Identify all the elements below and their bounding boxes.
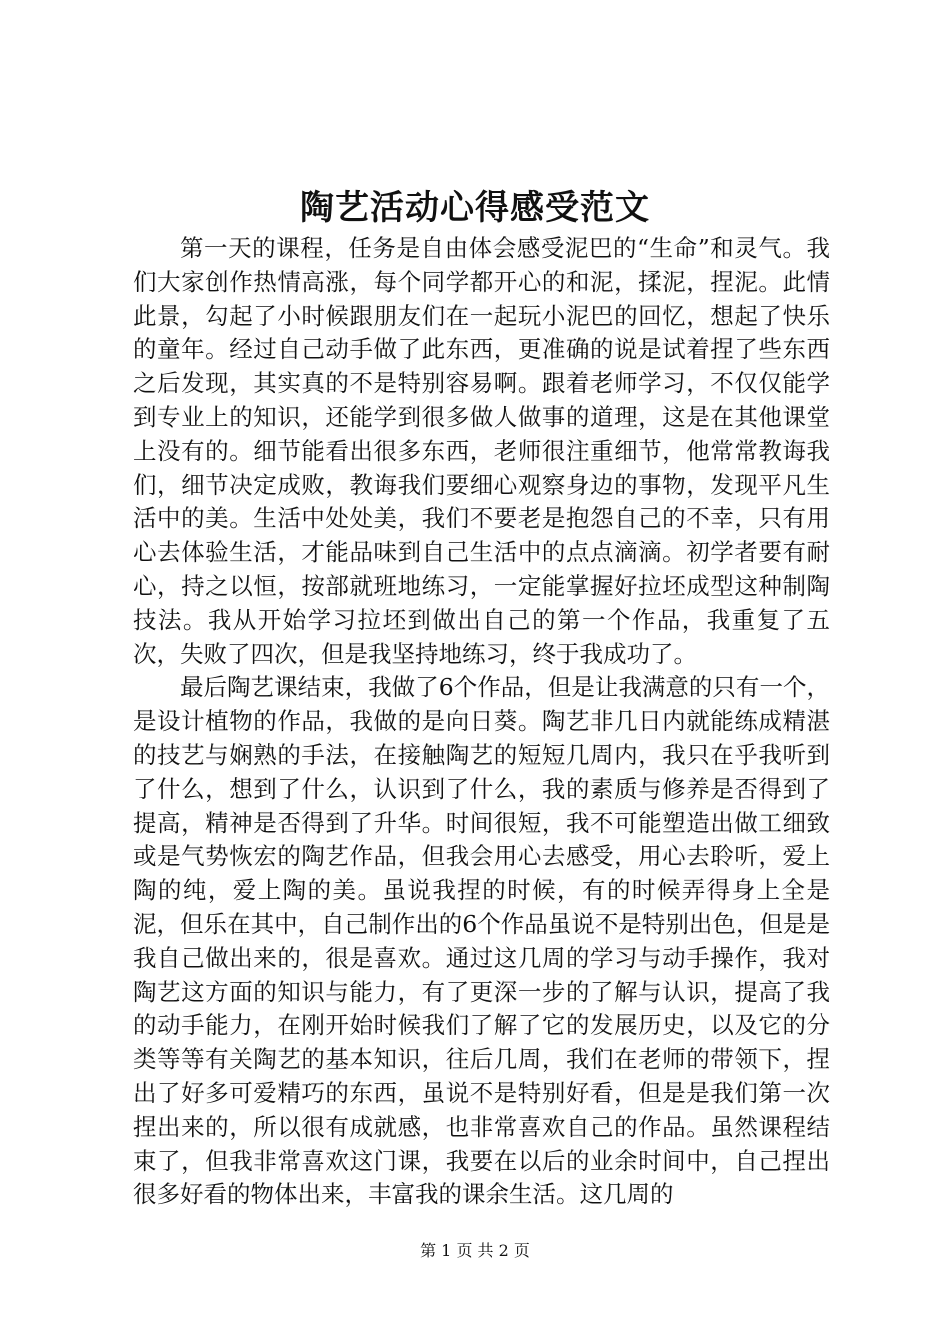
document-title: 陶艺活动心得感受范文 xyxy=(300,188,650,228)
page-footer: 第 1 页 共 2 页 xyxy=(420,1241,530,1260)
document-body xyxy=(133,232,830,1212)
paragraph-1: 第一天的课程，任务是自由体会感受泥巴的“生命”和灵气。我们大家创作热情高涨，每个同学都开心的和泥，揉泥，捏泥。此情此景，勾起了小时候跟朋友们在一起玩小泥巴的回忆，想起了快乐的童年。经过自己动手做了此东西，更准确的说是试着捏了些东西之后发现，其实真的不是特别容易啊。跟着老师学习，不仅仅能学到专业上的知识，还能学到很多做人做事的道理，这是在其他课堂上没有的。细节能看出很多东西，老师很注重细节，他常常教诲我们，细节决定成败，教诲我们要细心观察身边的事物，发现平凡生活中的美。生活中处处美，我们不要老是抱怨自己的不幸，只有用心去体验生活，才能品味到自己生活中的点点滴滴。初学者要有耐心，持之以恒，按部就班地练习，一定能掌握好拉坯成型这种制陶技法。我从开始学习拉坯到做出自己的第一个作品，我重复了五次，失败了四次，但是我坚持地练习，终于我成功了。 xyxy=(133,234,830,668)
paragraph-2: 最后陶艺课结束，我做了6个作品，但是让我满意的只有一个，是设计植物的作品，我做的是向日葵。陶艺非几日内就能练成精湛的技艺与娴熟的手法，在接触陶艺的短短几周内，我只在乎我听到了什么，想到了什么，认识到了什么，我的素质与修养是否得到了提高，精神是否得到了升华。时间很短，我不可能塑造出做工细致或是气势恢宏的陶艺作品，但我会用心去感受，用心去聆听，爱上陶的纯，爱上陶的美。虽说我捏的时候，有的时候弄得身上全是泥，但乐在其中，自己制作出的6个作品虽说不是特别出色，但是是我自己做出来的，很是喜欢。通过这几周的学习与动手操作，我对陶艺这方面的知识与能力，有了更深一步的了解与认识，提高了我的动手能力，在刚开始时候我们了解了它的发展历史，以及它的分类等等有关陶艺的基本知识，往后几周，我们在老师的带领下，捏出了好多可爱精巧的东西，虽说不是特别好看，但是是我们第一次捏出来的，所以很有成就感，也非常喜欢自己的作品。虽然课程结束了，但我非常喜欢这门课，我要在以后的业余时间中，自己捏出很多好看的物体出来，丰富我的课余生活。这几周的 xyxy=(133,673,830,1209)
